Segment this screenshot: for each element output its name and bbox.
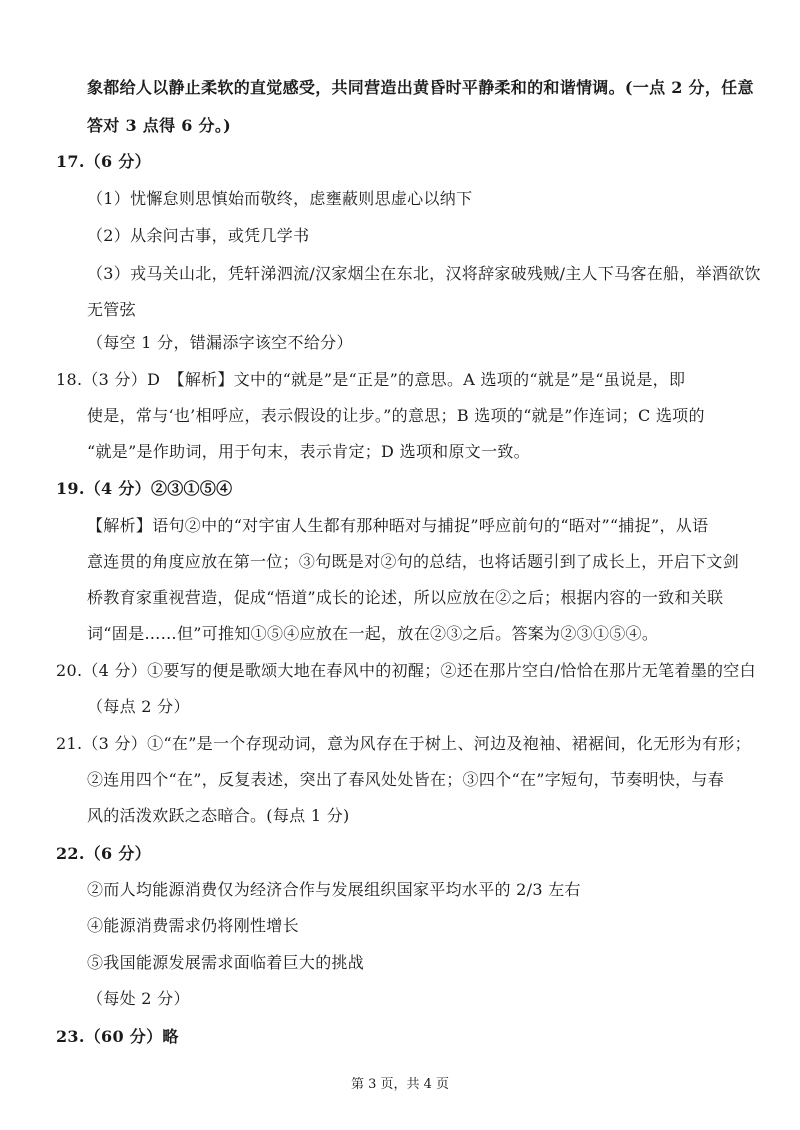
- q18-line-2: 使是，常与‘也’相呼应，表示假设的让步。”的意思；B 选项的“就是”作连词；C 选项的: [87, 406, 705, 425]
- q17-header: 17.（6 分）: [56, 152, 151, 171]
- q18-line-1: 18.（3 分）D 【解析】文中的“就是”是“正是”的意思。A 选项的“就是”是“虽说是，即: [56, 370, 686, 389]
- q16-continuation-line-1: 象都给人以静止柔软的直觉感受，共同营造出黄昏时平静柔和的和谐情调。(一点 2 分，任意: [87, 78, 754, 97]
- q21-line-3: 风的活泼欢跃之态暗合。(每点 1 分): [87, 806, 350, 825]
- page-number-footer: 第 3 页，共 4 页: [350, 1077, 450, 1092]
- q23-line: 23.（60 分）略: [56, 1027, 179, 1046]
- q19-header: 19.（4 分）②③①⑤④: [56, 479, 233, 498]
- q22-answer-2: ④能源消费需求仍将刚性增长: [87, 916, 299, 935]
- q22-answer-1: ②而人均能源消费仅为经济合作与发展组织国家平均水平的 2/3 左右: [87, 880, 581, 899]
- q20-line-2: （每点 2 分）: [87, 697, 190, 716]
- q19-analysis-line-3: 桥教育家重视营造，促成“悟道”成长的论述，所以应放在②之后；根据内容的一致和关联: [87, 588, 724, 607]
- q19-analysis-line-1: 【解析】语句②中的“对宇宙人生都有那种晤对与捕捉”呼应前句的“晤对”“捕捉”，从语: [87, 516, 709, 535]
- q22-header: 22.（6 分）: [56, 844, 151, 863]
- q17-answer-2: （2）从余问古事，或凭几学书: [87, 226, 310, 245]
- q17-scoring-note: （每空 1 分，错漏添字该空不给分）: [87, 333, 353, 352]
- q17-answer-3-line-2: 无管弦: [87, 300, 136, 319]
- q20-line-1: 20.（4 分）①要写的便是歌颂大地在春风中的初醒；②还在那片空白/恰恰在那片无笔着墨的空白: [56, 661, 756, 680]
- q17-answer-1: （1）忧懈怠则思慎始而敬终，虑壅蔽则思虚心以纳下: [87, 189, 473, 208]
- q17-answer-3-line-1: （3）戎马关山北，凭轩涕泗流/汉家烟尘在东北，汉将辞家破残贼/主人下马客在船，举酒欲饮: [87, 264, 761, 283]
- q19-analysis-line-4: 词“固是……但”可推知①⑤④应放在一起，放在②③之后。答案为②③①⑤④。: [87, 624, 659, 643]
- q22-scoring-note: （每处 2 分）: [87, 989, 190, 1008]
- q21-line-1: 21.（3 分）①“在”是一个存现动词，意为风存在于树上、河边及袍袖、裙裾间，化无形为有形；: [56, 734, 751, 753]
- q16-continuation-line-2: 答对 3 点得 6 分。): [87, 116, 232, 135]
- q22-answer-3: ⑤我国能源发展需求面临着巨大的挑战: [87, 953, 365, 972]
- q21-line-2: ②连用四个“在”，反复表述，突出了春风处处皆在；③四个“在”字短句，节奏明快，与春: [87, 770, 725, 789]
- q19-analysis-line-2: 意连贯的角度应放在第一位；③句既是对②句的总结，也将话题引到了成长上，开启下文剑: [87, 552, 740, 571]
- q18-line-3: “就是”是作助词，用于句末，表示肯定；D 选项和原文一致。: [87, 442, 530, 461]
